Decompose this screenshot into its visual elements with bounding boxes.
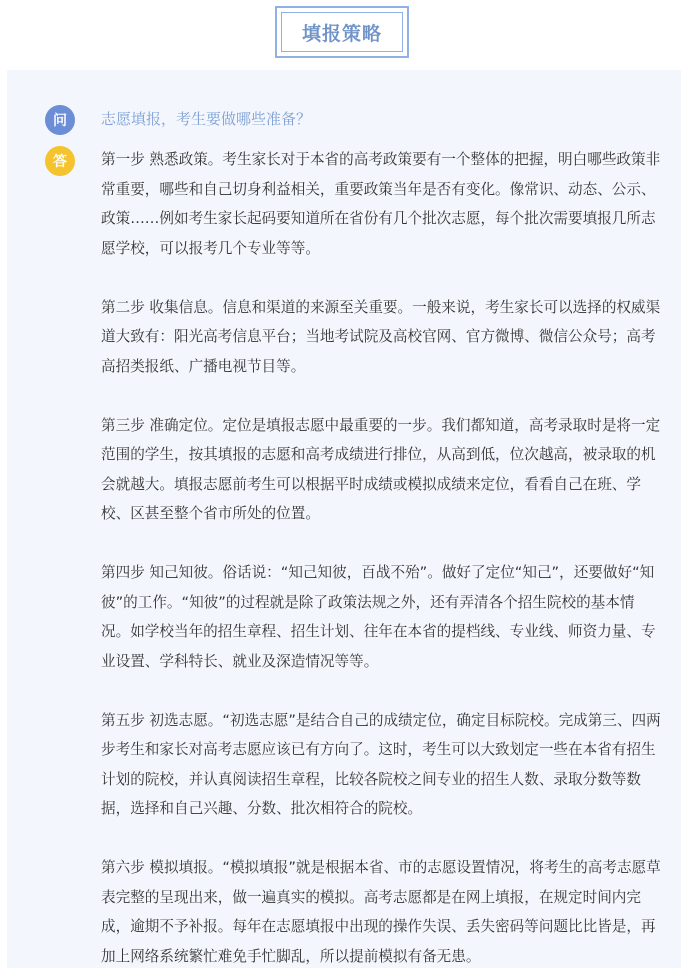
- answer-step-1: 第一步 熟悉政策。考生家长对于本省的高考政策要有一个整体的把握，明白哪些政策非常重要，哪些和自己切身利益相关，重要政策当年是否有变化。像常识、动态、公示、政策……例如考生家长起码要知道所在省份有几个批次志愿，每个批次需要填报几所志愿学校，可以报考几个专业等等。: [101, 151, 661, 257]
- answer-body: [101, 145, 663, 971]
- question-badge: 问: [45, 105, 75, 135]
- section-title-box: [275, 6, 409, 58]
- answer-step-3: 第三步 准确定位。定位是填报志愿中最重要的一步。我们都知道，高考录取时是将一定范围的学生，按其填报的志愿和高考成绩进行排位，从高到低，位次越高，被录取的机会就越大。填报志愿前考生可以根据平时成绩或模拟成绩来定位，看看自己在班、学校、区甚至整个省市所处的位置。: [101, 416, 661, 522]
- answer-step-4: 第四步 知己知彼。俗话说：“知己知彼，百战不殆”。做好了定位“知己”，还要做好“知彼”的工作。“知彼”的过程就是除了政策法规之外，还有弄清各个招生院校的基本情况。如学校当年的招生章程、招生计划、往年在本省的提档线、专业线、师资力量、专业设置、学科特长、就业及深造情况等等。: [101, 564, 656, 670]
- answer-step-6: 第六步 模拟填报。“模拟填报”就是根据本省、市的志愿设置情况，将考生的高考志愿草表完整的呈现出来，做一遍真实的模拟。高考志愿都是在网上填报，在规定时间内完成，逾期不予补报。每年在志愿填报中出现的操作失误、丢失密码等问题比比皆是，再加上网络系统繁忙难免手忙脚乱，所以提前模拟有备无患。: [101, 859, 661, 965]
- answer-step-5: 第五步 初选志愿。“初选志愿”是结合自己的成绩定位，确定目标院校。完成第三、四两步考生和家长对高考志愿应该已有方向了。这时，考生可以大致划定一些在本省有招生计划的院校，并认真阅读招生章程，比较各院校之间专业的招生人数、录取分数等数据，选择和自己兴趣、分数、批次相符合的院校。: [101, 711, 661, 817]
- answer-badge: 答: [45, 146, 75, 176]
- answer-step-2: 第二步 收集信息。信息和渠道的来源至关重要。一般来说，考生家长可以选择的权威渠道大致有：阳光高考信息平台；当地考试院及高校官网、官方微博、微信公众号；高考高招类报纸、广播电视节目等。: [101, 298, 661, 375]
- question-text: 志愿填报，考生要做哪些准备？: [101, 110, 312, 128]
- section-title: 填报策略: [281, 12, 403, 52]
